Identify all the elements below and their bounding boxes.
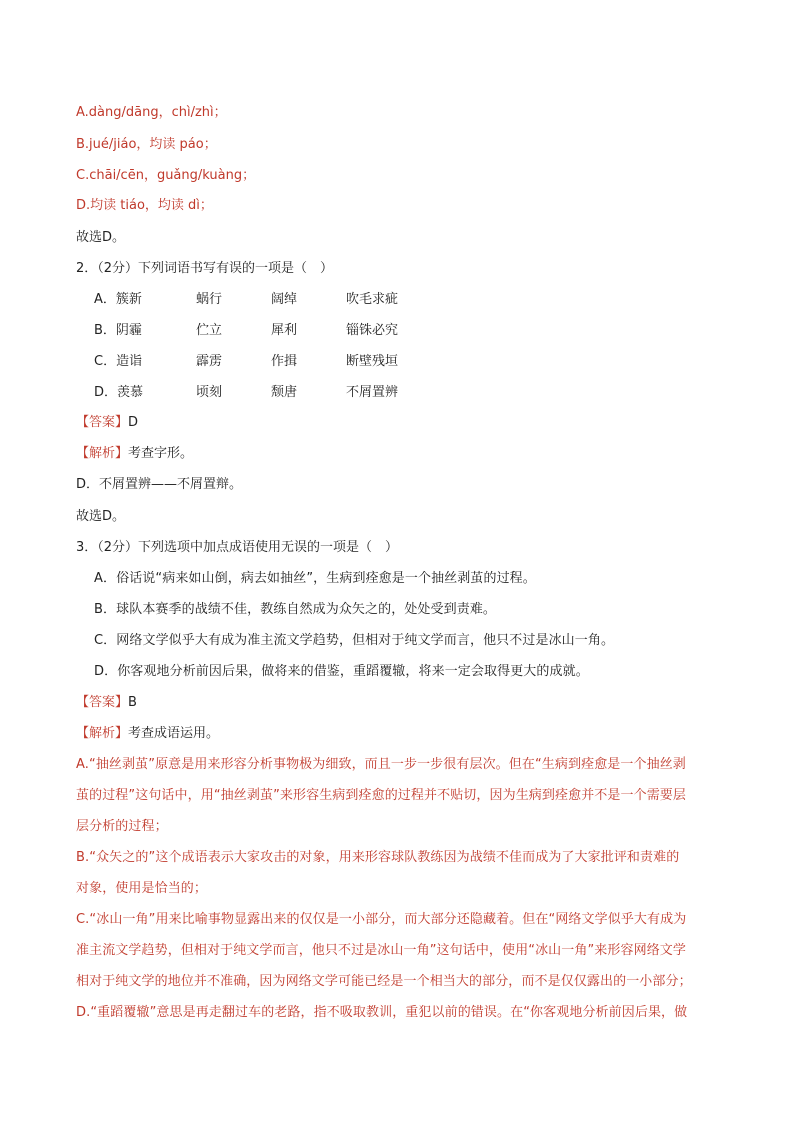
option-word: 吹毛求疵 (346, 292, 399, 307)
explanation-line: 准主流文学趋势，但相对于纯文学而言，他只不过是冰山一角”这句话中，使用“冰山一角”来形容网络文学 (76, 943, 687, 958)
explanation-line: A.“抽丝剥茧”原意是用来形容分析事物极为细致，而且一步一步很有层次。但在“生病到痊愈是一个抽丝剥 (76, 757, 686, 772)
answer-value: D (128, 415, 139, 430)
explanation-line: 茧的过程”这句话中，用“抽丝剥茧”来形容生病到痊愈的过程并不贴切，因为生病到痊愈并不是一个需要层 (76, 788, 687, 803)
option-word: 伫立 (196, 323, 223, 338)
option-label: C．造诣 (94, 354, 143, 369)
option-word: 断壁残垣 (346, 354, 399, 369)
question-2-conclusion: 故选D。 (76, 509, 126, 524)
option-word: 不屑置辨 (346, 385, 399, 400)
answer-line-a: A.dàng/dāng，chì/zhì； (76, 105, 227, 120)
explanation-line: D.“重蹈覆辙”意思是再走翻过车的老路，指不吸取教训，重犯以前的错误。在“你客观地分析前因后果，做 (76, 1005, 688, 1020)
option-label: B．阴霾 (94, 323, 142, 338)
analysis-text: 考查成语运用。 (128, 726, 220, 741)
explanation-line: 对象，使用是恰当的； (76, 881, 208, 896)
answer-line-d: D.均读 tiáo，均读 dì； (76, 198, 213, 213)
option-word: 阔绰 (271, 292, 298, 307)
option-label: A．簇新 (94, 292, 142, 307)
option-word: 颓唐 (271, 385, 298, 400)
question-3-stem: 3．（2分）下列选项中加点成语使用无误的一项是（ ） (76, 540, 399, 555)
question-3-analysis (76, 725, 726, 743)
question-3-option-a: A．俗话说“病来如山倒，病去如抽丝”，生病到痊愈是一个抽丝剥茧的过程。 (94, 571, 536, 586)
answer-tag: 【答案】 (76, 415, 129, 430)
analysis-tag: 【解析】 (76, 726, 129, 741)
question-3-answer (76, 694, 726, 712)
option-word: 锱铢必究 (346, 323, 399, 338)
analysis-text: 考查字形。 (128, 446, 194, 461)
explanation-line: 层分析的过程； (76, 819, 168, 834)
option-label: D．羡慕 (94, 385, 144, 400)
answer-tag: 【答案】 (76, 695, 129, 710)
question-3-option-c: C．网络文学似乎大有成为准主流文学趋势，但相对于纯文学而言，他只不过是冰山一角。 (94, 633, 615, 648)
option-word: 蜗行 (196, 292, 223, 307)
option-word: 犀利 (271, 323, 298, 338)
question-2-detail: D．不屑置辨——不屑置辩。 (76, 477, 243, 492)
option-word: 霹雳 (196, 354, 223, 369)
question-3-option-b: B．球队本赛季的战绩不佳，教练自然成为众矢之的，处处受到责难。 (94, 602, 497, 617)
question-3-option-d: D．你客观地分析前因后果，做将来的借鉴，重蹈覆辙，将来一定会取得更大的成就。 (94, 664, 589, 679)
explanation-line: C.“冰山一角”用来比喻事物显露出来的仅仅是一小部分，而大部分还隐藏着。但在“网络文学似乎大有成为 (76, 912, 687, 927)
option-word: 作揖 (271, 354, 298, 369)
option-word: 顷刻 (196, 385, 223, 400)
question-2-answer (76, 414, 726, 432)
answer-line-b: B.jué/jiáo，均读 páo； (76, 137, 217, 152)
question-2-analysis (76, 445, 726, 463)
question-2-stem: 2．（2分）下列词语书写有误的一项是（ ） (76, 261, 334, 276)
explanation-line: 相对于纯文学的地位并不准确，因为网络文学可能已经是一个相当大的部分，而不是仅仅露出的一小部分； (76, 974, 692, 989)
analysis-tag: 【解析】 (76, 446, 129, 461)
answer-line-c: C.chāi/cēn，guǎng/kuàng； (76, 168, 256, 183)
explanation-line: B.“众矢之的”这个成语表示大家攻击的对象，用来形容球队教练因为战绩不佳而成为了大家批评和责难的 (76, 850, 680, 865)
answer-value: B (128, 695, 137, 710)
conclusion-line: 故选D。 (76, 230, 126, 245)
